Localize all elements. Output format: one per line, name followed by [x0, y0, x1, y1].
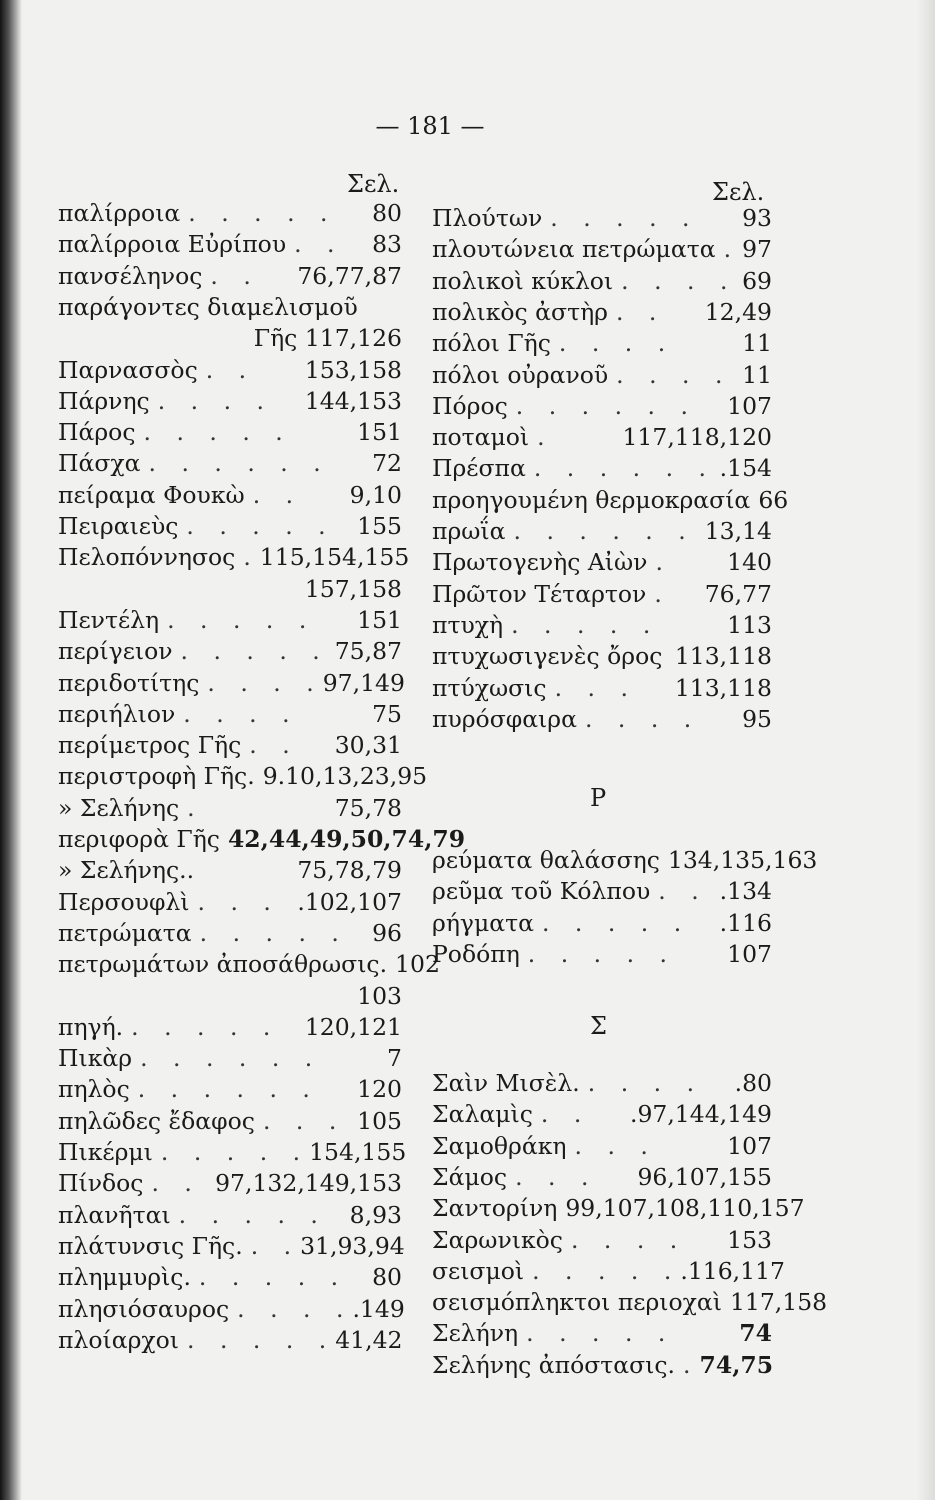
index-term: ποταμοὶ: [432, 423, 530, 452]
index-entry: [58, 261, 402, 291]
index-term: Ροδόπη: [432, 939, 520, 968]
leader-dots: . .: [252, 480, 303, 509]
page-references: 151: [357, 418, 402, 447]
page-references: 140: [727, 548, 772, 577]
index-term: Πίνδος: [58, 1169, 144, 1198]
index-entry: [432, 1162, 772, 1192]
leader-dots: . .: [250, 1231, 301, 1260]
page-references: .116: [719, 908, 772, 937]
index-entry: [58, 855, 402, 885]
index-entry: [432, 908, 772, 938]
index-term: Πάσχα: [58, 449, 141, 478]
leader-dots: . .: [210, 261, 260, 290]
page-references: 155: [357, 512, 402, 540]
index-entry: [58, 292, 402, 322]
page-references: 96: [372, 918, 402, 947]
index-entry: [432, 876, 772, 906]
leader-dots: . . . . .: [160, 1138, 310, 1166]
index-term: Σαλαμὶς: [432, 1100, 533, 1129]
page-references: 99,107,108,110,157: [565, 1194, 805, 1223]
page-references: 120,121: [304, 1012, 402, 1041]
page-references: 93: [742, 204, 772, 232]
index-entry: [432, 673, 772, 703]
index-term: πόλοι Γῆς: [432, 329, 551, 358]
index-term: » Σελήνης: [58, 793, 180, 822]
index-entry: [58, 699, 402, 729]
index-entry: [58, 730, 402, 760]
index-entry: [432, 1256, 785, 1286]
index-entry: [432, 453, 772, 483]
index-entry: [432, 1287, 828, 1317]
page-references: 120: [357, 1075, 402, 1104]
page-right-edge: [917, 0, 935, 1500]
index-entry: [432, 641, 772, 671]
index-entry: [432, 845, 818, 875]
index-entry: [432, 422, 772, 452]
index-entry: [432, 360, 772, 390]
page-references: 103: [357, 981, 402, 1010]
page-references: 107: [727, 1131, 772, 1160]
index-entry: [432, 1318, 772, 1348]
index-entry: [58, 448, 402, 478]
index-term: πτυχὴ: [432, 610, 504, 639]
page-references: .149: [352, 1294, 405, 1323]
index-entry: [432, 1099, 772, 1129]
leader-dots: . . .: [262, 1106, 346, 1135]
index-term: πετρώματα: [58, 918, 192, 947]
index-entry: [58, 1074, 402, 1104]
leader-dots: . .: [294, 230, 344, 259]
index-term: Σελήνης ἀπόστασις.: [432, 1350, 676, 1379]
index-term: προηγουμένη θερμοκρασία: [432, 485, 751, 514]
page-references: 153,158: [304, 355, 402, 384]
page-references: 153: [727, 1225, 772, 1254]
index-term: Σαντορίνη: [432, 1194, 558, 1223]
index-term: Σάμος: [432, 1162, 508, 1191]
leader-dots: . . . . . .: [137, 1075, 319, 1104]
index-term: περιστροφὴ Γῆς.: [58, 762, 255, 791]
page-references: 134,135,163: [667, 846, 818, 874]
index-term: πτύχωσις: [432, 673, 547, 702]
page-references: 113: [727, 610, 772, 639]
page-references: 144,153: [304, 386, 402, 415]
leader-dots: .: [537, 423, 554, 452]
page-references: 69: [742, 266, 772, 295]
index-entry: [58, 1231, 405, 1261]
page-references: 8,93: [349, 1200, 402, 1229]
leader-dots: . . .: [515, 1162, 598, 1191]
page-references: 74: [739, 1319, 772, 1348]
index-entry: [58, 1168, 402, 1198]
index-entry: [58, 668, 405, 698]
index-entry: [432, 610, 772, 640]
index-entry: [58, 824, 466, 854]
index-entry: [432, 485, 789, 515]
index-entry: [58, 605, 402, 635]
index-term: » Σελήνης..: [58, 856, 195, 885]
index-term: Σαὶν Μισὲλ.: [432, 1069, 580, 1097]
page-references: 95: [742, 704, 772, 733]
index-entry: [58, 761, 428, 791]
index-entry: [432, 704, 772, 734]
index-entry: [432, 1350, 772, 1380]
page-references: 74,75: [699, 1350, 774, 1379]
index-entry: [432, 266, 772, 296]
index-entry: [58, 981, 402, 1011]
index-entry: [432, 391, 772, 421]
page-references: 11: [742, 329, 772, 358]
index-entry: [432, 328, 772, 358]
page-references: 113,118: [674, 673, 772, 702]
index-entry: [58, 1012, 402, 1042]
left-column-header: Σελ.: [347, 170, 400, 198]
index-entry: [432, 1068, 772, 1098]
leader-dots: . . . . .: [143, 418, 292, 447]
leader-dots: . .: [658, 877, 708, 906]
section-letter-sigma: Σ: [590, 1012, 607, 1040]
leader-dots: .: [654, 579, 671, 608]
index-term: περιφορὰ Γῆς: [58, 825, 220, 853]
index-entry: [58, 1106, 402, 1136]
leader-dots: . . .: [574, 1131, 657, 1160]
index-term: πηγή.: [58, 1012, 124, 1041]
index-term: Πρωτογενὴς Αἰὼν: [432, 548, 648, 577]
page-references: .116,117: [680, 1256, 785, 1285]
leader-dots: . . . . .: [532, 1256, 681, 1285]
page-references: 31,93,94: [300, 1231, 405, 1260]
leader-dots: . . . .: [183, 699, 299, 728]
index-term: περίμετρος Γῆς: [58, 731, 242, 760]
leader-dots: . . . . .: [178, 1200, 327, 1229]
index-term: πλουτώνεια πετρώματα: [432, 235, 716, 264]
index-term: Πλούτων: [432, 204, 543, 232]
leader-dots: . . .: [554, 673, 637, 702]
leader-dots: . . . .: [207, 668, 323, 697]
page-references: 75,78: [334, 793, 402, 822]
index-term: σεισμοὶ: [432, 1256, 525, 1285]
index-entry: [58, 1262, 402, 1292]
index-entry: [58, 793, 402, 823]
leader-dots: . . . . . .: [140, 1044, 322, 1073]
index-entry: [58, 949, 440, 979]
index-term: πόλοι οὐρανοῦ: [432, 360, 609, 389]
leader-dots: . . . . .: [550, 204, 699, 232]
leader-dots: . . . .: [616, 360, 732, 389]
page-references: 75,78,79: [297, 856, 402, 885]
leader-dots: .: [723, 235, 741, 264]
leader-dots: . . . . .: [186, 512, 335, 540]
index-entry: [58, 1200, 402, 1230]
page-references: 83: [372, 230, 402, 259]
index-term: Πόρος: [432, 391, 508, 420]
index-entry: [432, 1225, 772, 1255]
page-references: Γῆς 117,126: [253, 324, 402, 353]
page-references: 151: [357, 605, 402, 634]
leader-dots: . . . . .: [527, 939, 677, 968]
page-references: 107: [727, 391, 772, 420]
index-entry: [58, 417, 402, 447]
page-number: — 181 —: [375, 112, 485, 140]
page-references: 9,10: [349, 480, 402, 509]
index-term: περιδοτίτης: [58, 668, 200, 697]
leader-dots: . . . .: [237, 1294, 353, 1323]
leader-dots: . . . . .: [187, 1325, 336, 1354]
leader-dots: . . . . .: [541, 908, 691, 937]
index-entry: [58, 323, 402, 353]
page-references: 97,149: [322, 668, 405, 697]
index-term: Πελοπόννησος: [58, 543, 236, 572]
page-references: 75: [372, 699, 402, 728]
leader-dots: . .: [249, 731, 299, 760]
leader-dots: . . . . .: [180, 637, 329, 666]
page-references: 97: [742, 235, 772, 264]
leader-dots: .: [655, 548, 672, 577]
page-references: 96,107,155: [637, 1162, 772, 1191]
index-term: Περσουφλὶ: [58, 887, 190, 916]
index-entry: [58, 542, 410, 572]
index-entry: [58, 355, 402, 385]
page-references: 76,77: [704, 579, 772, 608]
index-term: πτυχωσιγενὲς ὄρος: [432, 642, 663, 671]
page-references: 66: [758, 485, 789, 514]
page-references: 12,49: [704, 297, 772, 326]
index-entry: [58, 480, 402, 510]
leader-dots: . . . .: [587, 1069, 704, 1097]
index-term: Πρῶτον Τέταρτον: [432, 579, 647, 608]
index-entry: [58, 1043, 402, 1073]
index-term: Σαρωνικὸς: [432, 1225, 563, 1254]
page-references: .154: [719, 454, 772, 483]
index-entry: [432, 939, 772, 969]
index-entry: [58, 1325, 402, 1355]
index-term: σεισμόπληκτοι περιοχαὶ: [432, 1288, 722, 1317]
index-entry: [58, 198, 402, 228]
index-term: περίγειον: [58, 637, 173, 666]
leader-dots: . . . . . .: [513, 517, 695, 545]
leader-dots: . . . . . .: [515, 391, 697, 420]
index-term: ρήγματα: [432, 908, 534, 937]
index-term: Σαμοθράκη: [432, 1131, 567, 1160]
leader-dots: .: [243, 543, 260, 572]
index-entry: [432, 547, 772, 577]
leader-dots: . . . . .: [167, 605, 316, 634]
leader-dots: . . . .: [558, 329, 675, 358]
section-letter-rho: Ρ: [590, 784, 607, 812]
index-entry: [58, 1137, 407, 1167]
index-entry: [58, 511, 402, 541]
index-term: πλησιόσαυρος: [58, 1294, 230, 1323]
page-references: 105: [357, 1106, 402, 1135]
index-term: παλίρροια Εὐρίπου: [58, 230, 287, 259]
page-references: 76,77,87: [297, 261, 402, 290]
index-term: πλημμυρὶς.: [58, 1263, 191, 1292]
index-term: Πεντέλη: [58, 605, 160, 634]
index-term: πανσέληνος: [58, 261, 203, 290]
leader-dots: . . . . .: [131, 1012, 280, 1041]
leader-dots: . . . . .: [526, 1319, 675, 1348]
index-term: πυρόσφαιρα: [432, 704, 577, 733]
index-entry: [432, 1193, 805, 1223]
leader-dots: . . . . .: [188, 199, 337, 227]
index-term: πετρωμάτων ἀποσάθρωσις.: [58, 950, 388, 979]
leader-dots: . .: [151, 1169, 201, 1198]
index-term: Παρνασσὸς: [58, 355, 198, 384]
page-references: 102: [395, 950, 440, 979]
page-references: .97,144,149: [629, 1100, 772, 1129]
index-entry: [432, 297, 772, 327]
leader-dots: . . . . .: [198, 1263, 348, 1292]
index-term: πλανῆται: [58, 1200, 171, 1229]
leader-dots: .: [683, 1350, 700, 1379]
leader-dots: . . . . . .: [533, 454, 716, 483]
index-entry: [432, 203, 772, 233]
index-term: πολικὸς ἀστὴρ: [432, 297, 608, 326]
index-entry: [58, 574, 402, 604]
page-references: 97,132,149,153: [215, 1169, 402, 1198]
page-references: 7: [387, 1044, 402, 1073]
index-entry: [432, 234, 772, 264]
leader-dots: . . . . .: [511, 610, 660, 639]
leader-dots: . . . .: [621, 266, 737, 295]
page-references: 107: [727, 939, 772, 968]
index-entry: [58, 386, 402, 416]
page-references: .80: [734, 1069, 772, 1097]
index-entry: [432, 579, 772, 609]
index-term: πείραμα Φουκὼ: [58, 480, 245, 509]
leader-dots: .: [187, 793, 204, 822]
index-term: Σελήνη: [432, 1319, 519, 1348]
page-references: 80: [372, 1263, 402, 1292]
index-term: ρεύματα θαλάσσης: [432, 846, 660, 874]
page-references: 42,44,49,50,74,79: [227, 825, 466, 853]
index-term: περιήλιον: [58, 699, 176, 728]
index-entry: [58, 636, 402, 666]
index-term: πλάτυνσις Γῆς.: [58, 1231, 243, 1260]
page-references: 115,154,155: [259, 543, 410, 572]
right-column-header: Σελ.: [712, 178, 765, 206]
index-term: Πικὰρ: [58, 1044, 133, 1073]
page-references: 154,155: [309, 1138, 407, 1166]
page-references: 157,158: [304, 574, 402, 603]
page-edge-shadow: [0, 0, 22, 1500]
leader-dots: . .: [615, 297, 666, 326]
index-term: πηλῶδες ἔδαφος: [58, 1106, 255, 1135]
index-term: Πικέρμι: [58, 1138, 153, 1166]
leader-dots: . . . .: [157, 386, 274, 415]
page-references: .134: [719, 877, 772, 906]
page-references: 113,118: [674, 642, 772, 671]
index-term: πρωΐα: [432, 517, 506, 545]
leader-dots: . . .: [197, 887, 280, 916]
page-references: 80: [372, 199, 402, 227]
index-term: Πάρος: [58, 418, 136, 447]
leader-dots: . .: [540, 1100, 591, 1129]
leader-dots: . . . .: [570, 1225, 687, 1254]
index-entry: [58, 918, 402, 948]
index-term: πολικοὶ κύκλοι: [432, 266, 614, 295]
index-term: παλίρροια: [58, 199, 181, 227]
page-references: 11: [742, 360, 772, 389]
index-term: πλοίαρχοι: [58, 1325, 179, 1354]
index-term: παράγοντες διαμελισμοῦ: [58, 292, 358, 321]
page-references: 117,158: [729, 1288, 828, 1317]
leader-dots: . . . . . .: [148, 449, 330, 478]
index-entry: [58, 1294, 405, 1324]
page-references: 75,87: [334, 637, 402, 666]
leader-dots: . .: [205, 355, 256, 384]
index-term: Πάρνης: [58, 386, 150, 415]
index-entry: [432, 516, 772, 546]
page-references: .102,107: [297, 887, 402, 916]
page-references: 72: [372, 449, 402, 478]
index-term: Πειραιεὺς: [58, 512, 179, 540]
index-entry: [58, 887, 402, 917]
index-entry: [432, 1131, 772, 1161]
leader-dots: . . . .: [584, 704, 701, 733]
index-term: πηλὸς: [58, 1075, 130, 1104]
leader-dots: . . . . .: [199, 918, 348, 947]
index-term: Πρέσπα: [432, 454, 526, 483]
page-references: 41,42: [335, 1325, 403, 1354]
page-references: 30,31: [334, 731, 402, 760]
page-references: 13,14: [704, 517, 772, 545]
page-references: 9.10,13,23,95: [262, 762, 428, 791]
index-term: ρεῦμα τοῦ Κόλπου: [432, 877, 651, 906]
index-entry: [58, 229, 402, 259]
page-references: 117,118,120: [622, 423, 772, 452]
